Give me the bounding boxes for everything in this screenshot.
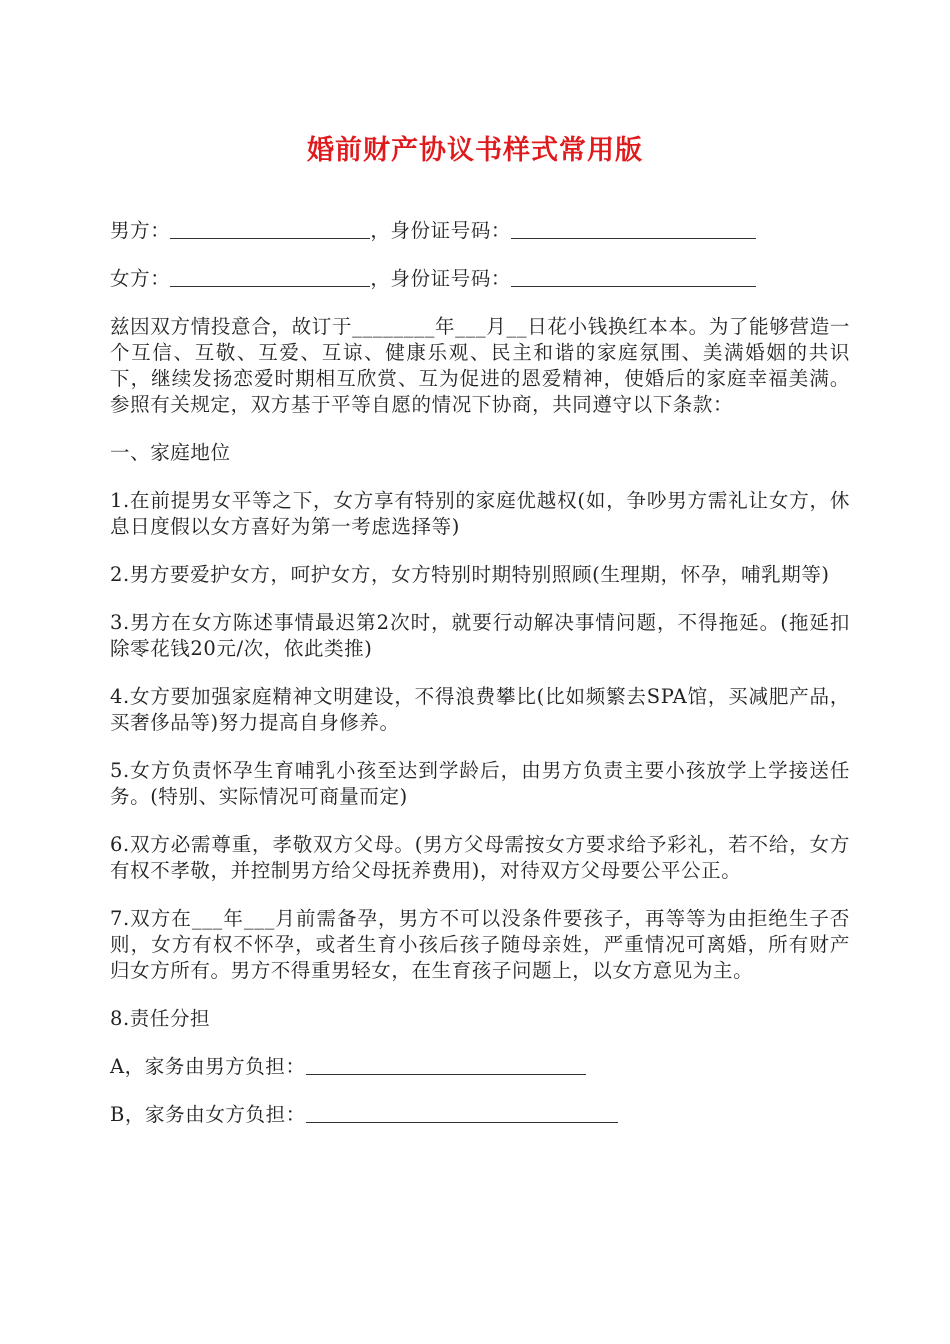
section-heading: 一、家庭地位 [110, 441, 231, 464]
clause-3: 3.男方在女方陈述事情最迟第2次时，就要行动解决事情问题，不得拖延。(拖延扣除零花钱20元/次，依此类推) [110, 611, 850, 660]
clause-1: 1.在前提男女平等之下，女方享有特别的家庭优越权(如，争吵男方需礼让女方，休息日度假以女方喜好为第一考虑选择等) [110, 489, 850, 538]
clause-6: 6.双方必需尊重，孝敬双方父母。(男方父母需按女方要求给予彩礼，若不给，女方有权不孝敬，并控制男方给父母抚养费用)，对待双方父母要公平公正。 [110, 833, 850, 882]
intro-paragraph: 兹因双方情投意合，故订于________年___月__日花小钱换红本本。为了能够营造一个互信、互敬、互爱、互谅、健康乐观、民主和谐的家庭氛围、美满婚姻的共识下，继续发扬恋爱时期相互欣赏、互为促进的恩爱精神，使婚后的家庭幸福美满。参照有关规定，双方基于平等自愿的情况下协商，共同遵守以下条款： [110, 315, 850, 416]
document-body [110, 218, 850, 1150]
male-id-label: ，身份证号码： [370, 219, 512, 242]
male-label: 男方： [110, 219, 171, 242]
male-info-row [110, 218, 850, 244]
female-id-label: ，身份证号码： [370, 267, 512, 290]
duty-b-blank[interactable] [306, 1104, 618, 1123]
duty-b-label: B，家务由女方负担： [110, 1103, 306, 1126]
clause-5: 5.女方负责怀孕生育哺乳小孩至达到学龄后，由男方负责主要小孩放学上学接送任务。(特别、实际情况可商量而定) [110, 759, 850, 808]
duty-a-blank[interactable] [306, 1056, 586, 1075]
clause-7: 7.双方在___年___月前需备孕，男方不可以没条件要孩子，再等等为由拒绝生子否则，女方有权不怀孕，或者生育小孩后孩子随母亲姓，严重情况可离婚，所有财产归女方所有。男方不得重男轻女，在生育孩子问题上，以女方意见为主。 [110, 907, 850, 982]
male-id-blank[interactable] [511, 220, 756, 239]
female-name-blank[interactable] [170, 268, 370, 287]
duty-b-row [110, 1102, 850, 1128]
duty-a-row [110, 1054, 850, 1080]
duty-a-label: A，家务由男方负担： [110, 1055, 306, 1078]
clause-4: 4.女方要加强家庭精神文明建设，不得浪费攀比(比如频繁去SPA馆，买减肥产品，买奢侈品等)努力提高自身修养。 [110, 685, 850, 734]
female-id-blank[interactable] [511, 268, 756, 287]
female-info-row [110, 266, 850, 292]
female-label: 女方： [110, 267, 171, 290]
clause-8: 8.责任分担 [110, 1007, 211, 1030]
document-title: 婚前财产协议书样式常用版 [307, 135, 643, 166]
clause-2: 2.男方要爱护女方，呵护女方，女方特别时期特别照顾(生理期，怀孕，哺乳期等) [110, 563, 830, 586]
male-name-blank[interactable] [170, 220, 370, 239]
